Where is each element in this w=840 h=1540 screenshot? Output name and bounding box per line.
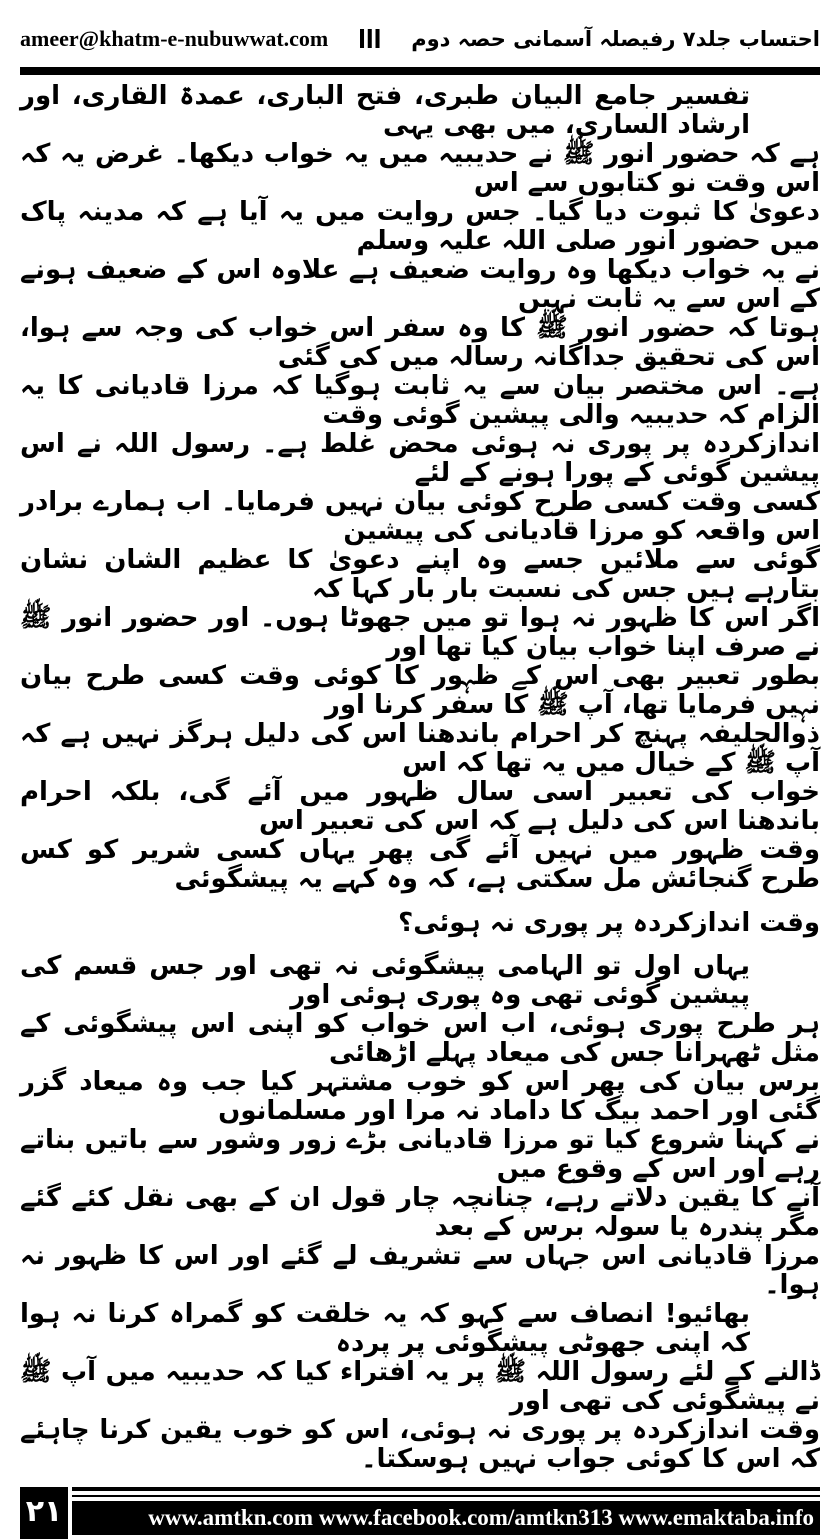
text-line: مرزا قادیانی اس جہاں سے تشریف لے گئے اور اس کا ظہور نہ ہوا۔ xyxy=(20,1241,820,1300)
text-line: بطور تعبیر بھی اس کے ظہور کا کوئی وقت کسی طرح بیان نہیں فرمایا تھا، آپ ﷺ کا سفر کرنا اور xyxy=(20,661,820,720)
text-line: بھائیو! انصاف سے کہو کہ یہ خلقت کو گمراہ کرنا نہ ہوا کہ اپنی جھوٹی پیشگوئی پر پردہ xyxy=(20,1299,750,1358)
footer-urls: www.amtkn.com www.facebook.com/amtkn313 www.emaktaba.info xyxy=(72,1501,820,1535)
page-footer xyxy=(20,1487,820,1539)
text-line: آنے کا یقین دلاتے رہے، چنانچہ چار قول ان کے بھی نقل کئے گئے مگر پندرہ یا سولہ برس کے بعد xyxy=(20,1183,820,1242)
text-line: وقت اندازکردہ پر پوری نہ ہوئی، اس کو خوب یقین کرنا چاہئے کہ اس کا کوئی جواب نہیں ہوسکتا۔ xyxy=(20,1415,820,1474)
text-line: وقت ظہور میں نہیں آئے گی پھر یہاں کسی شریر کو کس طرح گنجائش مل سکتی ہے، کہ وہ کہے یہ پیشگوئی xyxy=(20,835,820,894)
book-title: احتساب جلد۷ رفیصلہ آسمانی حصہ دوم xyxy=(411,27,820,51)
text-line: کسی وقت کسی طرح کوئی بیان نہیں فرمایا۔ اب ہمارے برادر اس واقعہ کو مرزا قادیانی کی پیشین xyxy=(20,487,820,546)
text-line: ہے۔ اس مختصر بیان سے یہ ثابت ہوگیا کہ مرزا قادیانی کا یہ الزام کہ حدیبیہ والی پیشین گوئی وقت xyxy=(20,371,820,430)
text-line: اگر اس کا ظہور نہ ہوا تو میں جھوٹا ہوں۔ اور حضور انور ﷺ نے صرف اپنا خواب بیان کیا تھا اور xyxy=(20,603,820,662)
text-line: ڈالنے کے لئے رسول اللہ ﷺ پر یہ افتراء کیا کہ حدیبیہ میں آپ ﷺ نے پیشگوئی کی تھی اور xyxy=(20,1357,820,1416)
text-line: اندازکردہ پر پوری نہ ہوئی محض غلط ہے۔ رسول اللہ نے اس پیشین گوئی کے پورا ہونے کے لئے xyxy=(20,429,820,488)
text-line: خواب کی تعبیر اسی سال ظہور میں آئے گی، بلکہ احرام باندھنا اس کی دلیل ہے کہ اس کی تعبیر اس xyxy=(20,777,820,836)
text-line: یہاں اول تو الہامی پیشگوئی نہ تھی اور جس قسم کی پیشین گوئی تھی وہ پوری ہوئی اور xyxy=(20,951,750,1010)
header-divider xyxy=(20,67,820,75)
text-line: ہے کہ حضور انور ﷺ نے حدیبیہ میں یہ خواب دیکھا۔ غرض یہ کہ اس وقت نو کتابوں سے اس xyxy=(20,139,820,198)
text-line: وقت اندازکردہ پر پوری نہ ہوئی؟ xyxy=(398,907,820,938)
header-ornament: III xyxy=(358,23,382,54)
text-line: ذوالحلیفہ پہنچ کر احرام باندھنا اس کی دلیل ہرگز نہیں ہے کہ آپ ﷺ کے خیال میں یہ تھا کہ اس xyxy=(20,719,820,778)
text-line: ہوتا کہ حضور انور ﷺ کا وہ سفر اس خواب کی وجہ سے ہوا، اس کی تحقیق جداگانہ رسالہ میں کی گئی xyxy=(20,313,820,372)
text-line: ہر طرح پوری ہوئی، اب اس خواب کو اپنی اس پیشگوئی کے مثل ٹھہرانا جس کی میعاد پہلے اڑھائی xyxy=(20,1009,820,1068)
footer-rule xyxy=(72,1487,820,1491)
text-line: برس بیان کی پھر اس کو خوب مشتہر کیا جب وہ میعاد گزر گئی اور احمد بیگ کا داماد نہ مرا اور مسلمانوں xyxy=(20,1067,820,1126)
text-line: تفسیر جامع البیان طبری، فتح الباری، عمدۃ القاری، اور ارشاد الساری، میں بھی یہی xyxy=(20,81,750,140)
text-line: گوئی سے ملائیں جسے وہ اپنے دعویٰ کا عظیم الشان نشان بتارہے ہیں جس کی نسبت بار بار کہا کہ xyxy=(20,545,820,604)
page-body xyxy=(20,82,820,1474)
footer-rule xyxy=(72,1495,820,1497)
text-line: نے یہ خواب دیکھا وہ روایت ضعیف ہے علاوہ اس کے ضعیف ہونے کے اس سے یہ ثابت نہیں xyxy=(20,255,820,314)
page-number: ۲۱ xyxy=(20,1487,68,1539)
header-email: ameer@khatm-e-nubuwwat.com xyxy=(20,26,329,51)
text-line: دعویٰ کا ثبوت دیا گیا۔ جس روایت میں یہ آیا ہے کہ مدینہ پاک میں حضور انور صلی اللہ علیہ وسلم xyxy=(20,197,820,256)
text-line: نے کہنا شروع کیا تو مرزا قادیانی بڑے زور وشور سے باتیں بناتے رہے اور اس کے وقوع میں xyxy=(20,1125,820,1184)
page-header xyxy=(20,14,820,64)
